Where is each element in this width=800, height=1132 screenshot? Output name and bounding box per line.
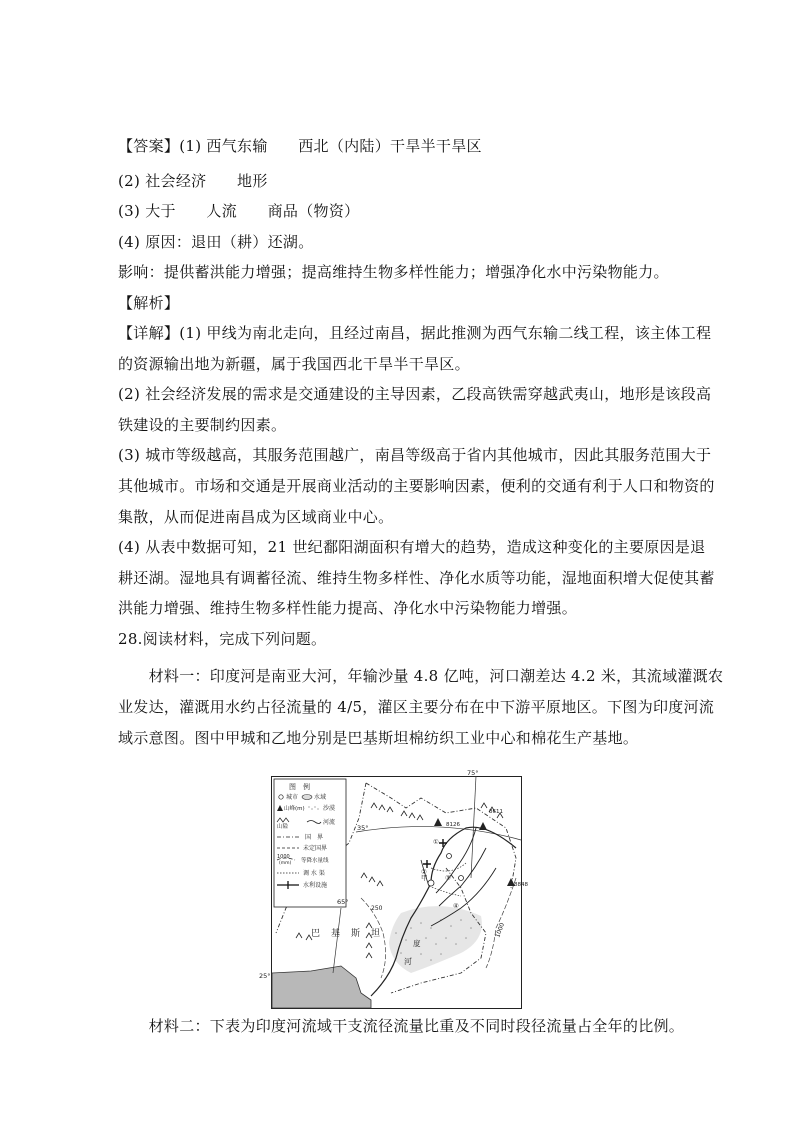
- analysis-line-2: 的资源输出地为新疆，属于我国西北干旱半干旱区。: [118, 355, 470, 373]
- river-label-2: 河: [404, 957, 412, 966]
- legend-city-icon: [279, 795, 283, 799]
- spot-4: ④: [453, 902, 459, 910]
- analysis-heading: 【解析】: [118, 294, 180, 312]
- legend-water: 水域: [314, 794, 327, 801]
- canal-2: [429, 886, 461, 896]
- city-jia-marker: [428, 880, 434, 886]
- isohyet-1000-label: 1000: [494, 921, 507, 939]
- material-1-line-3: 域示意图。图中甲城和乙地分别是巴基斯坦棉纺织工业中心和棉花生产基地。: [118, 729, 639, 747]
- spot-2: ②: [421, 868, 427, 876]
- answer-line-2: (2) 社会经济 地形: [118, 172, 268, 190]
- question-28-title: 28.阅读材料，完成下列问题。: [118, 630, 327, 648]
- spot-3: ③: [445, 874, 451, 882]
- analysis-line-6: 其他城市。市场和交通是开展商业活动的主要影响因素，便利的交通有利于人口和物资的: [118, 477, 715, 495]
- dam-marker-2: [423, 860, 431, 868]
- map-svg: [259, 768, 528, 1011]
- country-char-1: 巴: [311, 929, 321, 939]
- thar-desert: [389, 906, 482, 973]
- legend-water-icon: [302, 795, 312, 800]
- legend-peak: 山峰(m): [284, 806, 305, 812]
- analysis-line-4: 铁建设的主要制约因素。: [118, 416, 287, 434]
- legend-canal: 调 水 渠: [303, 870, 325, 877]
- arabian-sea: [272, 966, 371, 1008]
- legend-pass: 山隘: [277, 824, 289, 830]
- analysis-line-5: (3) 城市等级越高，其服务范围越广，南昌等级高于省内其他城市，因此其服务范围大于: [118, 446, 712, 464]
- lat-35-label: 35°: [357, 824, 369, 832]
- lat-25-label: 25°: [259, 972, 271, 980]
- lon-65-line: [333, 908, 341, 973]
- isohyet-250-label: 250: [371, 905, 383, 912]
- indus-basin-map: [259, 768, 528, 1011]
- canal-1: [431, 863, 466, 871]
- analysis-line-7: 集散，从而促进南昌成为区域商业中心。: [118, 508, 394, 526]
- material-1-line-1: 材料一：印度河是南亚大河，年输沙量 4.8 亿吨，河口潮差达 4.2 米，其流域灌溉农: [118, 667, 724, 685]
- city-jia-label: 甲: [421, 874, 428, 882]
- spot-1: ①: [433, 838, 439, 846]
- peak-marker-2: [479, 822, 487, 830]
- legend-undefined: 未定国界: [303, 845, 328, 852]
- legend-border: 国 界: [305, 834, 324, 841]
- legend-isohyet: 等降水量线: [301, 858, 329, 864]
- analysis-line-1: 【详解】(1) 甲线为南北走向，且经过南昌，据此推测为西气东输二线工程，该主体工程: [118, 324, 712, 342]
- analysis-line-8: (4) 从表中数据可知，21 世纪鄱阳湖面积有增大的趋势，造成这种变化的主要原因是退: [118, 538, 706, 556]
- material-1-line-2: 业发达，灌溉用水约占径流量的 4/5，灌区主要分布在中下游平原地区。下图为印度河流: [118, 698, 715, 716]
- peak-1-label: 8611: [489, 809, 503, 815]
- peak-marker-1: [434, 818, 442, 826]
- legend-river: 河流: [323, 819, 336, 826]
- legend-isohyet-value: 1000: [277, 854, 290, 860]
- lon-65-label: 65°: [337, 898, 349, 906]
- country-char-4: 坦: [371, 929, 381, 939]
- answer-line-3: (3) 大于 人流 商品（物资）: [118, 202, 360, 220]
- river-label-1: 度: [413, 939, 421, 948]
- legend-dam: 水利设施: [303, 882, 328, 889]
- dam-marker-1: [439, 839, 447, 847]
- city-marker-3: [447, 854, 452, 859]
- country-char-3: 斯: [351, 929, 361, 939]
- legend-title: 图 例: [289, 783, 310, 791]
- answer-line-5: 影响：提供蓄洪能力增强；提高维持生物多样性能力；增强净化水中污染物能力。: [118, 263, 669, 281]
- analysis-line-9: 耕还湖。湿地具有调蓄径流、维持生物多样性、净化水质等功能，湿地面积增大促使其蓄: [118, 569, 715, 587]
- answer-line-1: 【答案】(1) 西气东输 西北（内陆）干旱半干旱区: [118, 137, 482, 155]
- city-marker-2: [459, 876, 464, 881]
- legend-city: 城市: [286, 794, 299, 801]
- legend-desert: 沙漠: [323, 805, 336, 812]
- answer-line-4: (4) 原因：退田（耕）还湖。: [118, 233, 314, 251]
- analysis-line-10: 洪能力增强、维持生物多样性能力提高、净化水中污染物能力增强。: [118, 599, 578, 617]
- analysis-line-3: (2) 社会经济发展的需求是交通建设的主导因素，乙段高铁需穿越武夷山，地形是该段高: [118, 385, 712, 403]
- material-2-line: 材料二：下表为印度河流域干支流径流量比重及不同时段径流量占全年的比例。: [118, 1017, 685, 1035]
- legend-isohyet-unit: (mm): [279, 861, 292, 866]
- peak-2-label: 8126: [446, 822, 460, 828]
- country-char-2: 基: [331, 929, 341, 939]
- peak-3-label: 8848: [514, 882, 528, 888]
- lon-75-label: 75°: [467, 769, 479, 777]
- tributary-1: [436, 828, 476, 893]
